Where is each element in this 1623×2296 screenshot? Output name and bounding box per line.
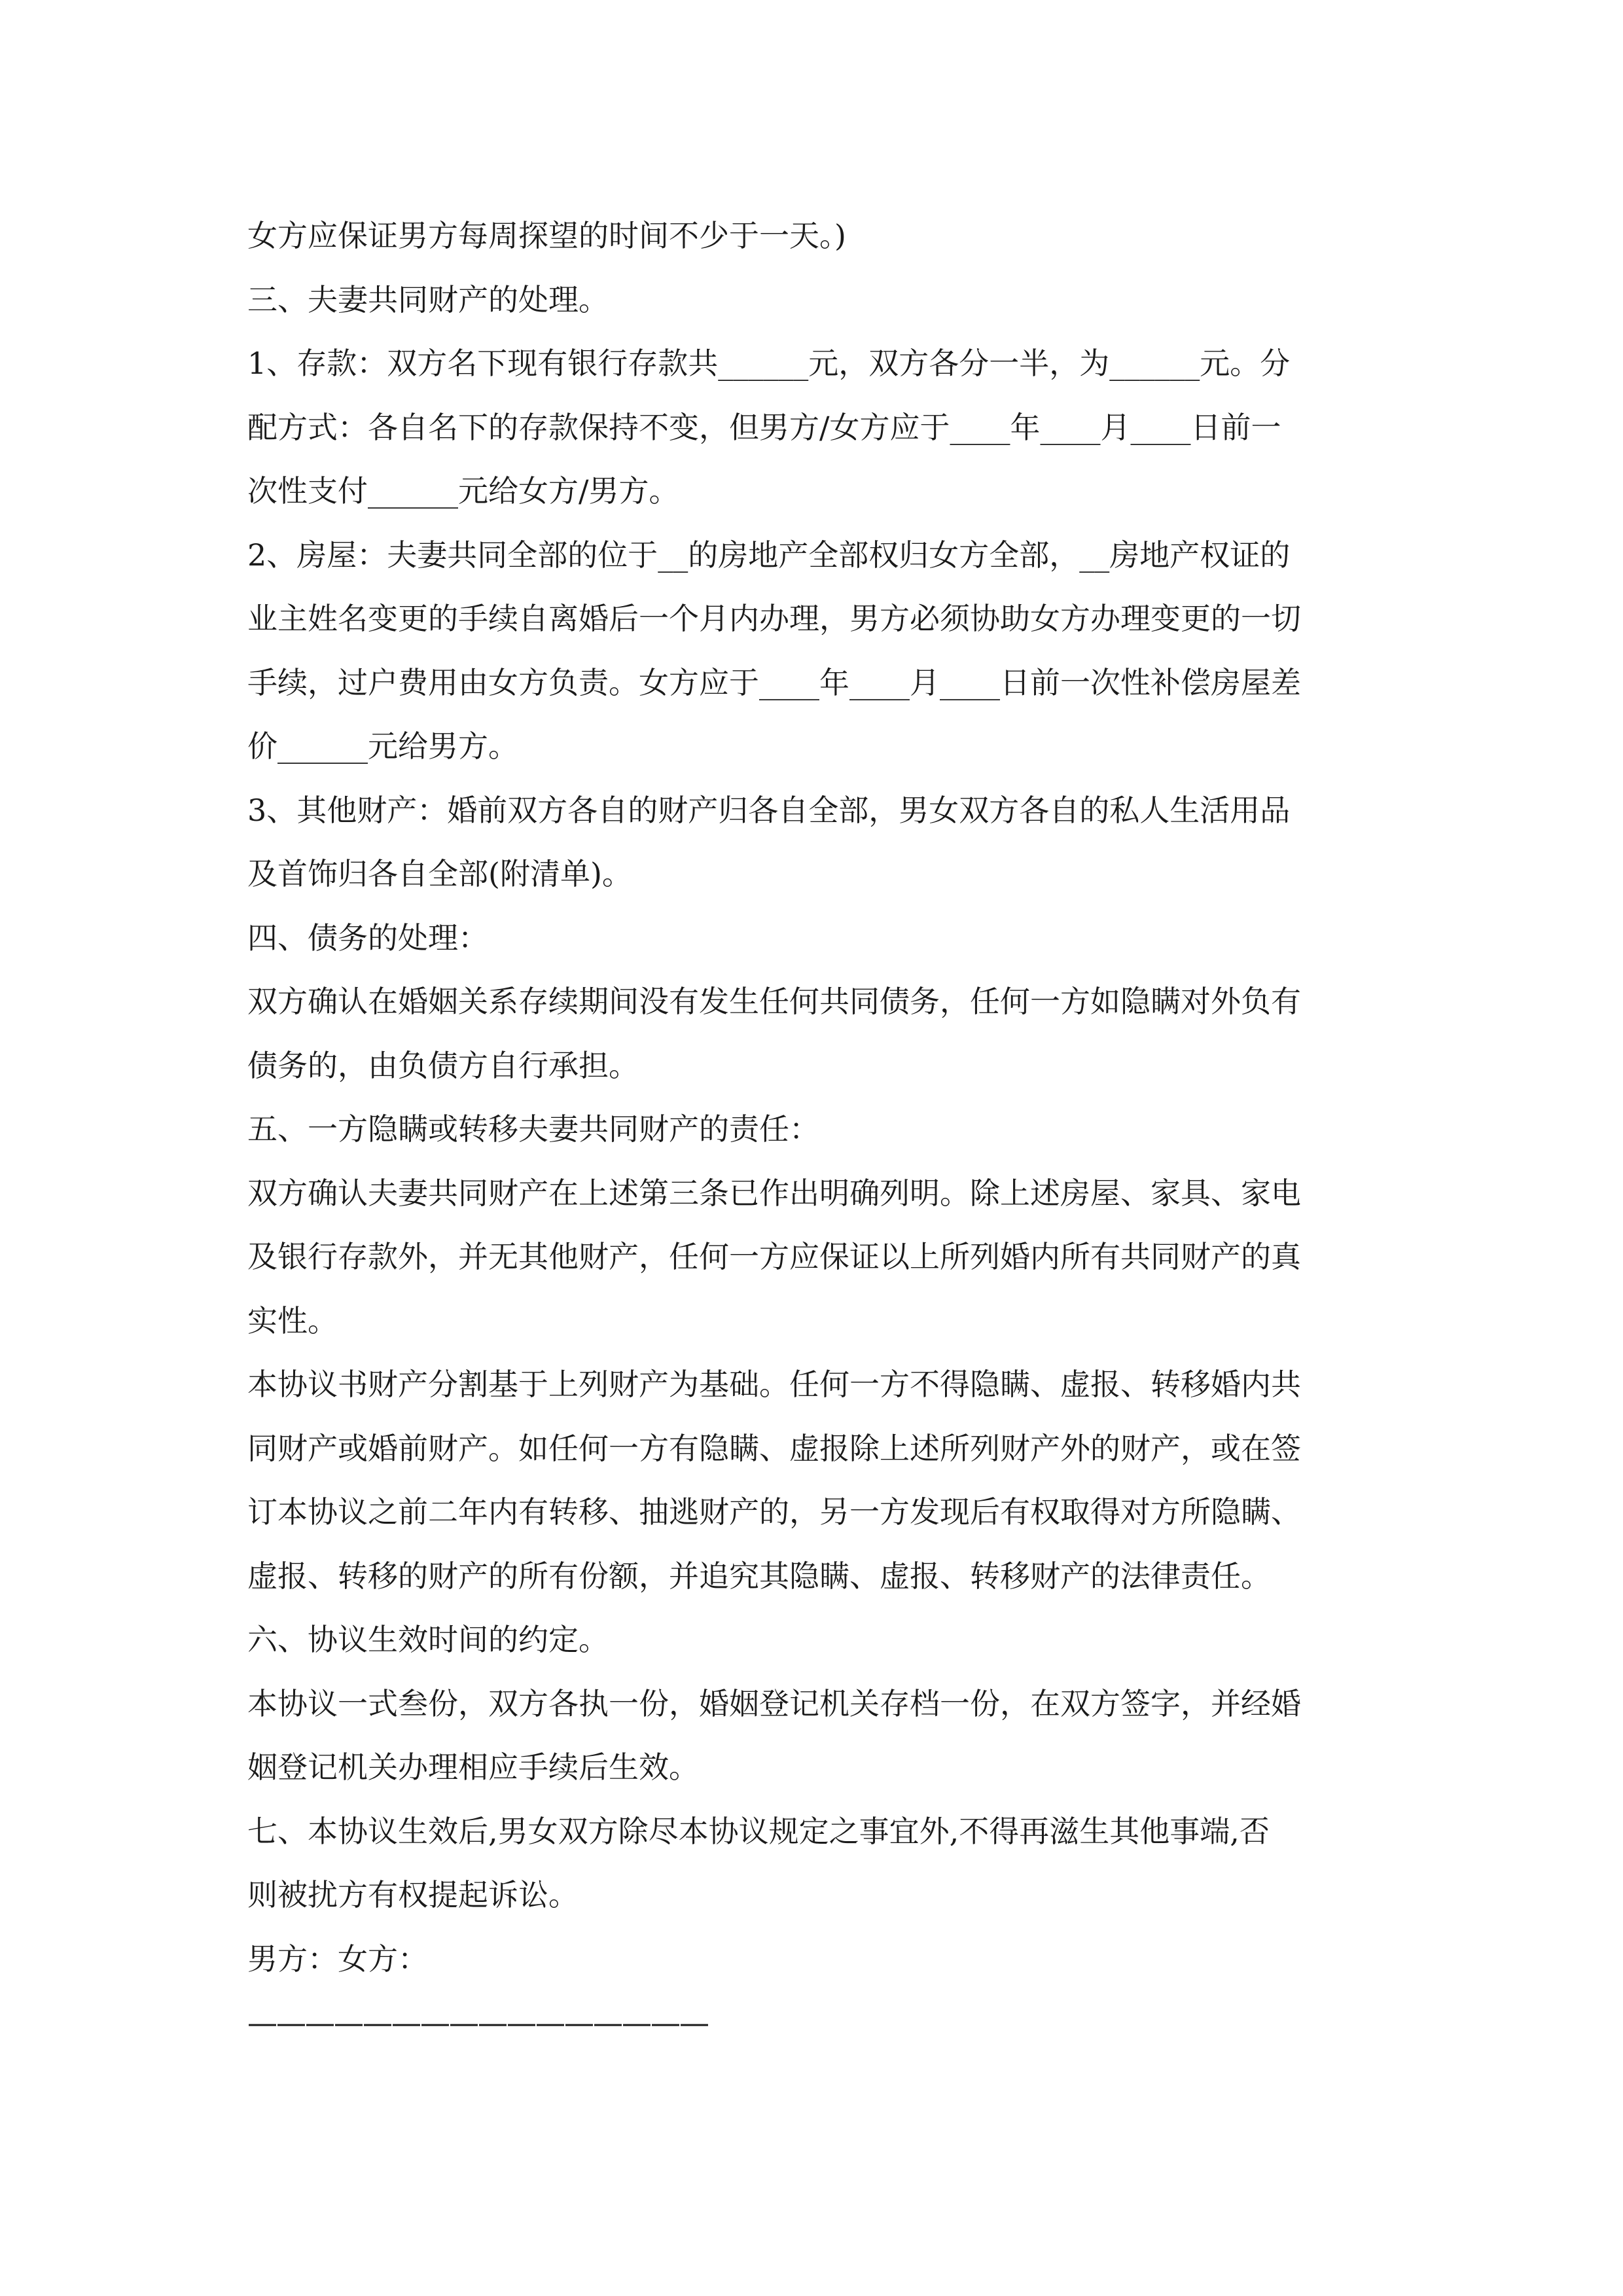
text-line: 实性。 [247,1302,338,1338]
text-line: 姻登记机关办理相应手续后生效。 [247,1749,699,1785]
section-heading-4: 四、债务的处理： [247,920,488,956]
text-line: 手续，过户费用由女方负责。女方应于____年____月____日前一次性补偿房屋差 [247,664,1301,700]
text-line: 2、房屋：夫妻共同全部的位于__的房地产全部权归女方全部，__房地产权证的 [247,537,1291,573]
text-line: 配方式：各自名下的存款保持不变，但男方/女方应于____年____月____日前一 [247,409,1281,445]
text-line: 1、存款：双方名下现有银行存款共______元，双方各分一半，为______元。分 [247,346,1291,381]
text-line: 虚报、转移的财产的所有份额，并追究其隐瞒、虚报、转移财产的法律责任。 [247,1558,1271,1594]
text-line: 双方确认夫妻共同财产在上述第三条已作出明确列明。除上述房屋、家具、家电 [247,1175,1301,1211]
text-line: 本协议书财产分割基于上列财产为基础。任何一方不得隐瞒、虚报、转移婚内共 [247,1367,1301,1402]
text-line: 同财产或婚前财产。如任何一方有隐瞒、虚报除上述所列财产外的财产，或在签 [247,1430,1301,1466]
text-line: 订本协议之前二年内有转移、抽逃财产的，另一方发现后有权取得对方所隐瞒、 [247,1494,1301,1530]
text-line: 业主姓名变更的手续自离婚后一个月内办理，男方必须协助女方办理变更的一切 [247,601,1301,636]
text-line: 3、其他财产：婚前双方各自的财产归各自全部，男女双方各自的私人生活用品 [247,792,1291,828]
signature-rule: ———————————————— [247,2005,708,2040]
text-line: 女方应保证男方每周探望的时间不少于一天。) [247,218,846,253]
text-line: 双方确认在婚姻关系存续期间没有发生任何共同债务，任何一方如隐瞒对外负有 [247,984,1301,1019]
text-line: 及首饰归各自全部(附清单)。 [247,856,632,891]
section-heading-3: 三、夫妻共同财产的处理。 [247,281,609,317]
text-line: 次性支付______元给女方/男方。 [247,473,679,509]
text-line: 本协议一式叁份，双方各执一份，婚姻登记机关存档一份，在双方签字，并经婚 [247,1685,1301,1721]
text-line: 及银行存款外，并无其他财产，任何一方应保证以上所列婚内所有共同财产的真 [247,1239,1301,1274]
section-heading-5: 五、一方隐瞒或转移夫妻共同财产的责任： [247,1111,819,1147]
signature-labels: 男方：女方： [247,1941,428,1977]
text-line: 价______元给男方。 [247,728,518,764]
text-line: 则被扰方有权提起诉讼。 [247,1877,579,1912]
document-page [247,204,1389,2055]
text-line: 债务的，由负债方自行承担。 [247,1047,639,1083]
section-heading-6: 六、协议生效时间的约定。 [247,1622,609,1657]
section-heading-7: 七、本协议生效后,男女双方除尽本协议规定之事宜外,不得再滋生其他事端,否 [247,1813,1270,1849]
